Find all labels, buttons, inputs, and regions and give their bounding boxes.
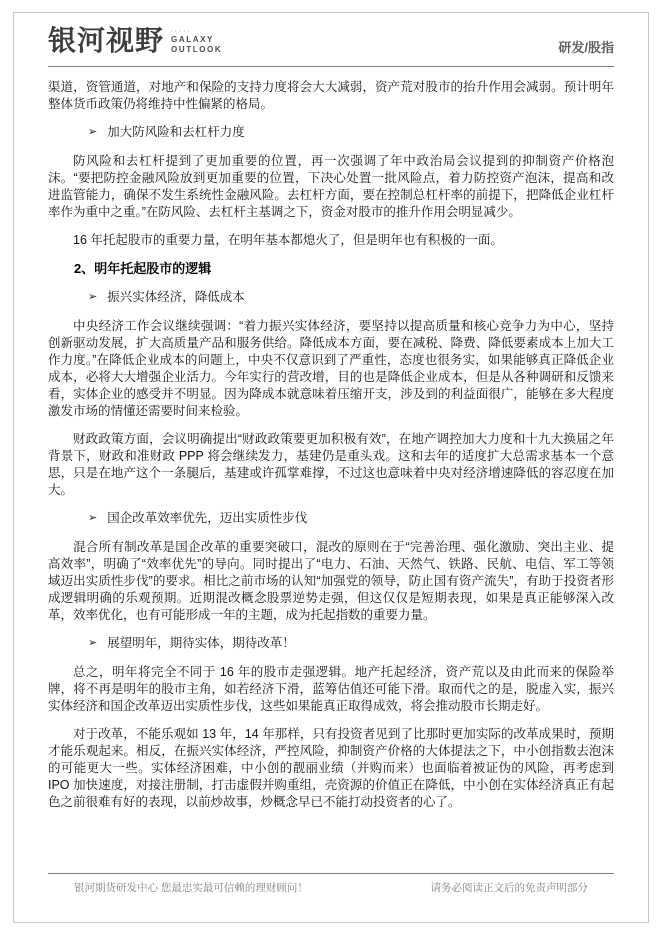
paragraph: 总之，明年将完全不同于 16 年的股市走强逻辑。地产托起经济，资产荒以及由此而来的保险举牌，将不再是明年的股市主角，如若经济下滑，蓝筹估值还可能下滑。取而代之的是，脱虚入实，振兴实体经济和国企改革迈出实质性步伐，这些如果能真正取得成效，将会推动股市长期走好。 bbox=[48, 664, 614, 713]
arrow-bullet-icon: ➢ bbox=[88, 290, 98, 303]
paragraph: 渠道，资管通道，对地产和保险的支持力度将会大大减弱，资产荒对股市的抬升作用会减弱。预计明年整体货币政策仍将维持中性偏紧的格局。 bbox=[48, 79, 614, 111]
arrow-bullet-icon: ➢ bbox=[88, 125, 98, 138]
arrow-bullet-icon: ➢ bbox=[88, 511, 98, 524]
bullet-item bbox=[88, 510, 614, 527]
logo-english-text bbox=[171, 27, 222, 55]
paragraph: 混合所有制改革是国企改革的重要突破口，混改的原则在于“完善治理、强化激励、突出主业、提高效率”，明确了“效率优先”的导向。同时提出了“电力、石油、天然气、铁路、民航、电信、军工等领域迈出实质性步伐”的要求。相比之前市场的认知“加强党的领导，防止国有资产流失”，有助于投资者形成逻辑明确的乐观预期。近期混改概念股票逆势走强，但这仅仅是短期表现，如果是真正能够深入改革，效率优化，也有可能形成一年的主题，成为托起指数的重要力量。 bbox=[48, 539, 614, 622]
bullet-item bbox=[88, 635, 614, 652]
bullet-label: 加大防风险和去杠杆力度 bbox=[107, 124, 245, 139]
paragraph: 财政政策方面，会议明确提出“财政政策要更加积极有效”，在地产调控加大力度和十九大换届之年背景下，财政和准财政 PPP 将会继续发力，基建仍是重头戏。这和去年的适度扩大总需求基本一个意思，只是在地产这个一条腿后，基建或许孤掌难撑，不过这也意味着中央对经济增速降低的容忍度在加大。 bbox=[48, 431, 614, 497]
arrow-bullet-icon: ➢ bbox=[88, 636, 98, 649]
logo-galaxy-label: GALAXY bbox=[171, 35, 214, 44]
paragraph: 16 年托起股市的重要力量，在明年基本都熄火了，但是明年也有积极的一面。 bbox=[73, 232, 503, 247]
section-heading: 2、明年托起股市的逻辑 bbox=[74, 260, 212, 276]
report-footer bbox=[48, 873, 614, 896]
bullet-label: 振兴实体经济，降低成本 bbox=[107, 289, 245, 304]
document-body bbox=[48, 67, 614, 874]
bullet-label: 国企改革效率优先，迈出实质性步伐 bbox=[107, 510, 308, 525]
paragraph: 对于改革，不能乐观如 13 年，14 年那样，只有投资者见到了比那时更加实际的改革成果时，预期才能乐观起来。相反，在振兴实体经济，严控风险，抑制资产价格的大体提法之下，中小创指数去泡沫的可能更大一些。实体经济困难，中小创的靓丽业绩（并购而来）也面临着被证伪的风险，再考虑到 IPO 加快速度，对接注册制，打击虚假并购重组，壳资源的价值正在降低，中小创在实体经济真正有起色之前很难有好的表现，以前炒故事，炒概念早已不能打动投资者的心了。 bbox=[48, 726, 614, 809]
logo-dots-decoration: ····· bbox=[171, 29, 192, 35]
page-border-frame bbox=[13, 12, 649, 923]
bullet-item bbox=[88, 289, 614, 306]
galaxy-outlook-logo bbox=[48, 27, 222, 58]
paragraph: 中央经济工作会议继续强调：“着力振兴实体经济，要坚持以提高质量和核心竞争力为中心，坚持创新驱动发展，扩大高质量产品和服务供给。降低成本方面，要在减税、降费、降低要素成本上加大工作力度。”在降低企业成本的问题上，中央不仅意识到了严重性，态度也很务实，如果能够真正降低企业成本，必将大大增强企业活力。今年实行的营改增，目的也是降低企业成本，但是从各种调研和反馈来看，实体企业的感受并不明显。因为降成本就意味着压缩开支，涉及到的利益面很广，能够在多大程度激发市场的情懂还需要时间来检验。 bbox=[48, 318, 614, 418]
paragraph: 防风险和去杠杆提到了更加重要的位置，再一次强调了年中政治局会议提到的抑制资产价格泡沫。“要把防控金融风险放到更加重要的位置，下决心处置一批风险点，着力防控资产泡沫，提高和改进监管能力，确保不发生系统性金融风险。去杠杆方面，要在控制总杠杆率的前提下，把降低企业杠杆率作为重中之重。”在防风险、去杠杆主基调之下，资金对股市的推升作用会明显减少。 bbox=[48, 153, 614, 219]
footer-left-text: 银河期货研发中心 您最忠实最可信赖的理财顾问！ bbox=[74, 882, 308, 895]
bullet-item bbox=[88, 124, 614, 141]
footer-disclaimer-text: 请务必阅读正文后的免责声明部分 bbox=[430, 882, 588, 895]
logo-chinese-text: 银河视野 bbox=[48, 26, 165, 57]
department-label: 研发/股指 bbox=[558, 39, 614, 55]
report-header bbox=[48, 13, 614, 67]
bullet-label: 展望明年，期待实体，期待改革！ bbox=[107, 635, 295, 650]
logo-outlook-label: OUTLOOK bbox=[171, 45, 223, 54]
